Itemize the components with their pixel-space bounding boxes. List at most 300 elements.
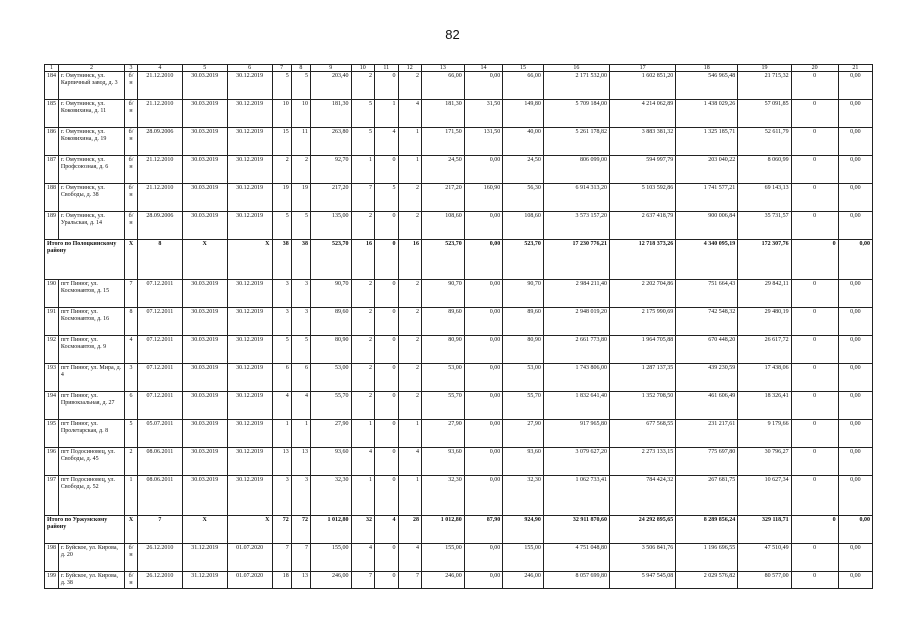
total-cell: 172 307,76 [738,240,791,280]
column-number-cell: 13 [422,65,465,72]
table-cell: 90,70 [422,280,465,308]
table-cell: 4 214 062,89 [610,100,676,128]
page-number: 82 [445,27,460,42]
table-cell: 31.12.2019 [182,572,227,589]
table-cell: б/н [125,184,138,212]
table-cell: 2 948 019,20 [543,308,609,336]
table-cell: 2 [398,308,422,336]
table-cell: 66,00 [503,72,544,100]
table-cell: 52 611,79 [738,128,791,156]
table-cell: 2 [351,364,375,392]
column-number-cell: 5 [182,65,227,72]
address-cell: пгт Пинюг, ул. Космонавтов, д. 16 [58,308,124,336]
table-cell: 2 637 418,79 [610,212,676,240]
table-cell: 2 171 532,00 [543,72,609,100]
total-cell: 1 012,80 [310,516,351,544]
table-cell: 4 [375,128,399,156]
table-cell: 0 [791,336,838,364]
table-cell: 53,00 [503,364,544,392]
table-cell: 53,00 [422,364,465,392]
table-cell: б/н [125,572,138,589]
table-cell: 01.07.2020 [227,544,272,572]
table-cell: 6 [125,392,138,420]
total-cell: 72 [272,516,291,544]
table-cell: 670 448,20 [676,336,738,364]
table-cell: 0,00 [464,212,502,240]
table-cell: 27,90 [422,420,465,448]
table-cell: 0 [791,184,838,212]
table-cell: 30.03.2019 [182,212,227,240]
table-cell: 19 [291,184,310,212]
table-cell: 4 [351,448,375,476]
table-cell: 0,00 [464,72,502,100]
table-cell: 5 [272,212,291,240]
table-cell: 93,60 [503,448,544,476]
table-cell: 26.12.2010 [137,544,182,572]
address-cell: г. Омутнинск, ул. Карпичный завод, д. 3 [58,72,124,100]
table-cell: 21.12.2010 [137,72,182,100]
table-cell: 30.12.2019 [227,364,272,392]
table-row [45,156,873,184]
table-cell: 784 424,32 [610,476,676,516]
table-cell: 07.12.2011 [137,336,182,364]
address-cell: пгт Пинюг, ул. Космонавтов, д. 15 [58,280,124,308]
table-cell: 5 [291,72,310,100]
table-cell: 13 [291,448,310,476]
table-cell: 2 [351,280,375,308]
table-row [45,336,873,364]
table-cell: 40,00 [503,128,544,156]
table-cell: 80,90 [310,336,351,364]
table-cell: 90,70 [503,280,544,308]
table-cell: 55,70 [422,392,465,420]
table-row [45,184,873,212]
total-cell: 8 289 856,24 [676,516,738,544]
table-cell: 0,00 [838,280,872,308]
table-cell: 184 [45,72,59,100]
table-cell: 26 617,72 [738,336,791,364]
table-cell: 2 202 704,86 [610,280,676,308]
address-cell: г. Буйское, ул. Кирова, д. 38 [58,572,124,589]
table-cell: 0,00 [838,476,872,516]
table-row [45,280,873,308]
table-cell: 08.06.2011 [137,448,182,476]
table-cell: 0,00 [464,156,502,184]
total-cell: 0,00 [838,240,872,280]
table-cell: 246,00 [503,572,544,589]
table-cell: 0 [375,448,399,476]
table-cell: 05.07.2011 [137,420,182,448]
table-cell: 0,00 [838,336,872,364]
table-cell: 89,60 [422,308,465,336]
table-cell: 5 [291,336,310,364]
total-cell: X [182,516,227,544]
table-cell: 30.12.2019 [227,336,272,364]
table-row [45,72,873,100]
table-cell: 3 [291,476,310,516]
table-cell: 5 261 178,82 [543,128,609,156]
table-row [45,364,873,392]
total-cell: 1 012,80 [422,516,465,544]
table-cell: 01.07.2020 [227,572,272,589]
table-cell: 1 438 029,26 [676,100,738,128]
table-cell: 1 196 696,55 [676,544,738,572]
address-cell: г. Омутнинск, ул. Коковихина, д. 11 [58,100,124,128]
table-cell: 0,00 [464,544,502,572]
address-cell: г. Омутнинск, ул. Коковихина, д. 19 [58,128,124,156]
table-cell: 1 [398,420,422,448]
table-cell: 0 [375,72,399,100]
table-cell: 186 [45,128,59,156]
table-row [45,476,873,516]
table-cell: 7 [351,572,375,589]
table-cell: 30.12.2019 [227,100,272,128]
table-cell: 5 [351,128,375,156]
table-cell: 2 [351,212,375,240]
table-cell: 28.09.2006 [137,128,182,156]
table-cell: 2 [398,72,422,100]
total-cell: 0 [791,516,838,544]
table-cell: 0 [375,392,399,420]
table-cell: 0,00 [464,308,502,336]
table-cell: 263,80 [310,128,351,156]
table-cell: 0 [375,336,399,364]
table-cell: 2 [351,336,375,364]
table-cell: 30.03.2019 [182,364,227,392]
table-cell: 30.12.2019 [227,308,272,336]
table-cell: 2 [351,308,375,336]
table-cell: 1 [375,100,399,128]
table-cell: 2 [398,184,422,212]
table-cell: 189 [45,212,59,240]
table-cell: 0,00 [838,184,872,212]
table-cell: 1 [398,476,422,516]
table-cell: 0 [791,420,838,448]
table-cell: 0 [791,572,838,589]
table-cell: 0,00 [838,72,872,100]
address-cell: г. Омутнинск, ул. Профсоюзная, д. 6 [58,156,124,184]
table-cell: 2 661 773,80 [543,336,609,364]
table-cell: 30.12.2019 [227,212,272,240]
table-cell: 155,00 [310,544,351,572]
table-cell: 7 [125,280,138,308]
table-cell: 0,00 [464,336,502,364]
table-cell: 32,30 [503,476,544,516]
table-cell: 1 [351,156,375,184]
total-cell: X [227,516,272,544]
table-cell: 30.12.2019 [227,128,272,156]
table-cell: 28.09.2006 [137,212,182,240]
column-number-cell: 18 [676,65,738,72]
table-cell: 149,80 [503,100,544,128]
total-cell: 0,00 [464,240,502,280]
table-cell: 30.12.2019 [227,392,272,420]
column-number-cell: 3 [125,65,138,72]
table-cell: 3 [291,308,310,336]
column-number-cell: 9 [310,65,351,72]
table-cell: 806 099,00 [543,156,609,184]
table-cell: 187 [45,156,59,184]
column-number-cell: 1 [45,65,59,72]
table-cell: 35 731,57 [738,212,791,240]
table-cell: 6 [291,364,310,392]
total-cell: 0,00 [838,516,872,544]
table-row [45,128,873,156]
table-cell: 80,90 [503,336,544,364]
table-cell: 2 [351,392,375,420]
table-cell: 135,00 [310,212,351,240]
table-cell: 30.03.2019 [182,420,227,448]
table-cell: 2 029 576,82 [676,572,738,589]
table-cell: 31,50 [464,100,502,128]
table-cell: 0 [791,212,838,240]
table-cell: 30.12.2019 [227,156,272,184]
table-cell: 5 [291,212,310,240]
table-cell: 69 143,13 [738,184,791,212]
table-cell: 21 715,32 [738,72,791,100]
total-cell: 0 [375,240,399,280]
column-number-row [45,65,873,72]
table-cell: 461 606,49 [676,392,738,420]
table-cell: 4 751 048,80 [543,544,609,572]
column-number-cell: 19 [738,65,791,72]
table-cell: 197 [45,476,59,516]
table-cell: 0,00 [838,100,872,128]
address-cell: пгт Пинюг, ул. Мира, д. 4 [58,364,124,392]
table-cell: 21.12.2010 [137,184,182,212]
table-cell: 199 [45,572,59,589]
table-cell: 31.12.2019 [182,544,227,572]
table-cell: 3 573 157,20 [543,212,609,240]
table-cell: 30.03.2019 [182,100,227,128]
table-cell: 193 [45,364,59,392]
total-cell: 329 118,71 [738,516,791,544]
table-cell: 4 [125,336,138,364]
table-row [45,212,873,240]
total-cell: X [227,240,272,280]
table-cell: 3 883 381,32 [610,128,676,156]
table-cell: 0,00 [464,448,502,476]
table-cell: 917 965,80 [543,420,609,448]
table-cell: б/н [125,544,138,572]
table-cell: 7 [351,184,375,212]
total-cell: 32 [351,516,375,544]
table-cell: 1 964 705,88 [610,336,676,364]
total-cell: 523,70 [310,240,351,280]
table-cell: 1 287 137,35 [610,364,676,392]
table-cell: 5 [125,420,138,448]
table-cell: 160,90 [464,184,502,212]
table-cell: 196 [45,448,59,476]
table-cell: 181,30 [310,100,351,128]
table-cell: 0 [375,544,399,572]
table-cell: 246,00 [422,572,465,589]
table-cell: 5 709 184,00 [543,100,609,128]
column-number-cell: 4 [137,65,182,72]
table-cell: 1 [351,476,375,516]
table-cell: 08.06.2011 [137,476,182,516]
table-cell: 18 [272,572,291,589]
table-cell: 0,00 [838,392,872,420]
table-cell: 53,00 [310,364,351,392]
table-cell: 2 [398,336,422,364]
table-cell: 188 [45,184,59,212]
address-cell: г. Омутнинск, ул. Свободы, д. 38 [58,184,124,212]
table-cell: 0 [791,128,838,156]
table-row [45,448,873,476]
total-cell: 12 718 373,26 [610,240,676,280]
total-cell: 17 230 776,21 [543,240,609,280]
table-cell: 07.12.2011 [137,392,182,420]
table-cell: 30.03.2019 [182,448,227,476]
table-cell: 3 [272,280,291,308]
table-cell: 2 [291,156,310,184]
table-cell: 7 [291,544,310,572]
column-number-cell: 21 [838,65,872,72]
total-cell: 4 340 095,19 [676,240,738,280]
total-cell: 38 [291,240,310,280]
table-cell: 3 [272,308,291,336]
total-cell: 16 [351,240,375,280]
table-cell: 1 832 641,40 [543,392,609,420]
table-cell: 66,00 [422,72,465,100]
address-cell: г. Омутнинск, ул. Уральская, д. 14 [58,212,124,240]
table-cell: 15 [272,128,291,156]
column-number-cell: 8 [291,65,310,72]
total-cell: 4 [375,516,399,544]
total-cell: X [125,516,138,544]
total-cell: 7 [137,516,182,544]
table-cell: 1 [398,156,422,184]
table-cell: 4 [398,100,422,128]
table-cell: 6 [272,364,291,392]
table-cell: 19 [272,184,291,212]
table-cell: 194 [45,392,59,420]
table-cell: 0 [791,308,838,336]
total-cell: 32 911 870,60 [543,516,609,544]
table-cell: 0,00 [838,420,872,448]
table-cell: 2 [398,392,422,420]
table-cell: 07.12.2011 [137,308,182,336]
table-cell: 3 506 841,76 [610,544,676,572]
address-cell: пгт Подосиновец, ул. Свободы, д. 52 [58,476,124,516]
table-cell: 185 [45,100,59,128]
table-cell: 108,60 [503,212,544,240]
table-cell: 195 [45,420,59,448]
total-cell: 72 [291,516,310,544]
table-cell: 5 103 592,86 [610,184,676,212]
table-cell: 5 [272,336,291,364]
table-cell: 30.12.2019 [227,476,272,516]
table-cell: 751 664,43 [676,280,738,308]
table-cell: 0,00 [838,308,872,336]
table-cell: 3 [125,364,138,392]
table-cell: 30.12.2019 [227,184,272,212]
total-cell: X [182,240,227,280]
table-cell: 93,60 [310,448,351,476]
table-cell: 29 842,11 [738,280,791,308]
table-cell: 32,30 [310,476,351,516]
table-cell: 21.12.2010 [137,156,182,184]
address-cell: пгт Пинюг, ул. Пролетарская, д. 8 [58,420,124,448]
table-cell: 2 [398,212,422,240]
table-cell: 24,50 [503,156,544,184]
table-cell: 1 [351,420,375,448]
table-cell: 1 [125,476,138,516]
column-number-cell: 10 [351,65,375,72]
table-cell: 2 [272,156,291,184]
table-cell: 4 [398,544,422,572]
table-cell: 30.03.2019 [182,280,227,308]
table-cell: 0 [375,212,399,240]
address-cell: г. Буйское, ул. Кирова, д. 20 [58,544,124,572]
table-cell: 92,70 [310,156,351,184]
table-cell: 2 [398,280,422,308]
table-cell: 7 [398,572,422,589]
table-row [45,572,873,589]
table-cell: 775 697,80 [676,448,738,476]
table-cell: 217,20 [422,184,465,212]
table-cell: 0 [791,156,838,184]
table-cell: 80,90 [422,336,465,364]
table-cell: 0 [791,544,838,572]
table-cell: 30.12.2019 [227,420,272,448]
table-cell: 30.12.2019 [227,448,272,476]
table-cell: 191 [45,308,59,336]
table-cell: б/н [125,128,138,156]
column-number-cell: 6 [227,65,272,72]
table-cell: 439 230,59 [676,364,738,392]
table-cell: 131,50 [464,128,502,156]
table-cell: 3 [272,476,291,516]
table-cell: 0,00 [464,420,502,448]
table-cell: 8 [125,308,138,336]
column-number-cell: 14 [464,65,502,72]
table-cell: 0 [791,100,838,128]
table-cell: 1 352 708,50 [610,392,676,420]
table-cell: 80 577,00 [738,572,791,589]
total-row [45,240,873,280]
table-cell: 108,60 [422,212,465,240]
table-cell: 181,30 [422,100,465,128]
table-cell: 8 057 699,80 [543,572,609,589]
table-cell: 30.03.2019 [182,476,227,516]
table-cell: 0 [791,476,838,516]
table-cell: 4 [272,392,291,420]
table-cell: 217,20 [310,184,351,212]
table-cell: 0,00 [838,128,872,156]
table-cell: 4 [351,544,375,572]
table-cell: б/н [125,212,138,240]
table-cell: 30.03.2019 [182,308,227,336]
table-cell: 17 438,06 [738,364,791,392]
table-cell: 155,00 [422,544,465,572]
table-cell: 198 [45,544,59,572]
table-cell: 07.12.2011 [137,280,182,308]
table-cell: 93,60 [422,448,465,476]
table-cell: 4 [398,448,422,476]
table-cell: 2 [351,72,375,100]
table-cell: 0,00 [838,212,872,240]
table-cell: 30 796,27 [738,448,791,476]
table-cell: 5 [351,100,375,128]
table-cell: 1 602 851,20 [610,72,676,100]
table-cell: 0,00 [838,448,872,476]
table-cell: 1 062 733,41 [543,476,609,516]
table-cell: 0 [791,448,838,476]
table-row [45,100,873,128]
table-cell: 30.12.2019 [227,72,272,100]
